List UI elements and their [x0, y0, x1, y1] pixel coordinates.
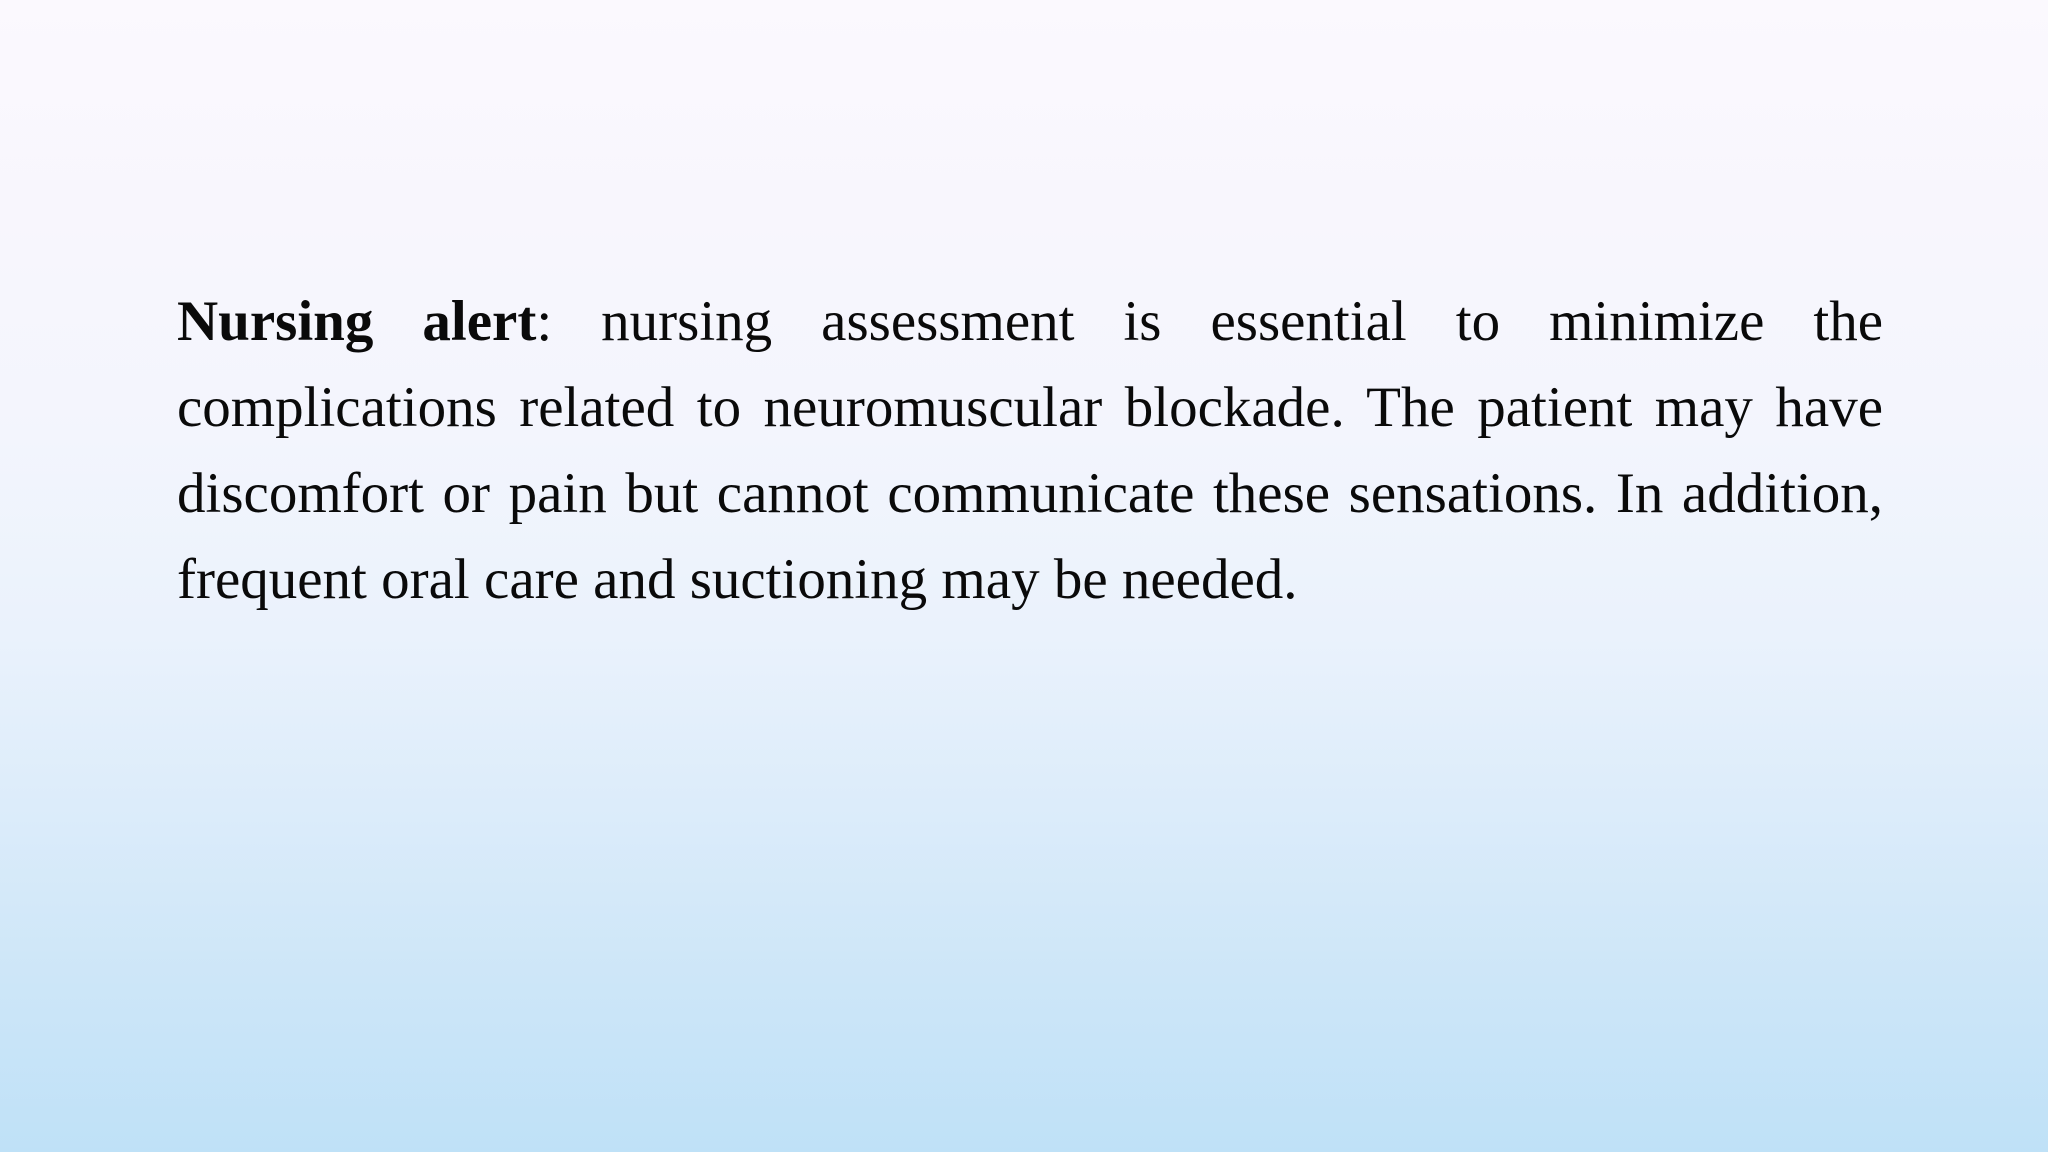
nursing-alert-label: Nursing alert — [177, 290, 537, 353]
nursing-alert-body: nursing assessment is essential to minimize the complications related to neuromuscular blockade. The patient may have discomfort or pain but cannot communicate these sensations. In addition, frequent oral care and suctioning may be needed. — [177, 290, 1883, 611]
label-separator: : — [536, 290, 553, 353]
nursing-alert-paragraph — [177, 279, 1883, 623]
